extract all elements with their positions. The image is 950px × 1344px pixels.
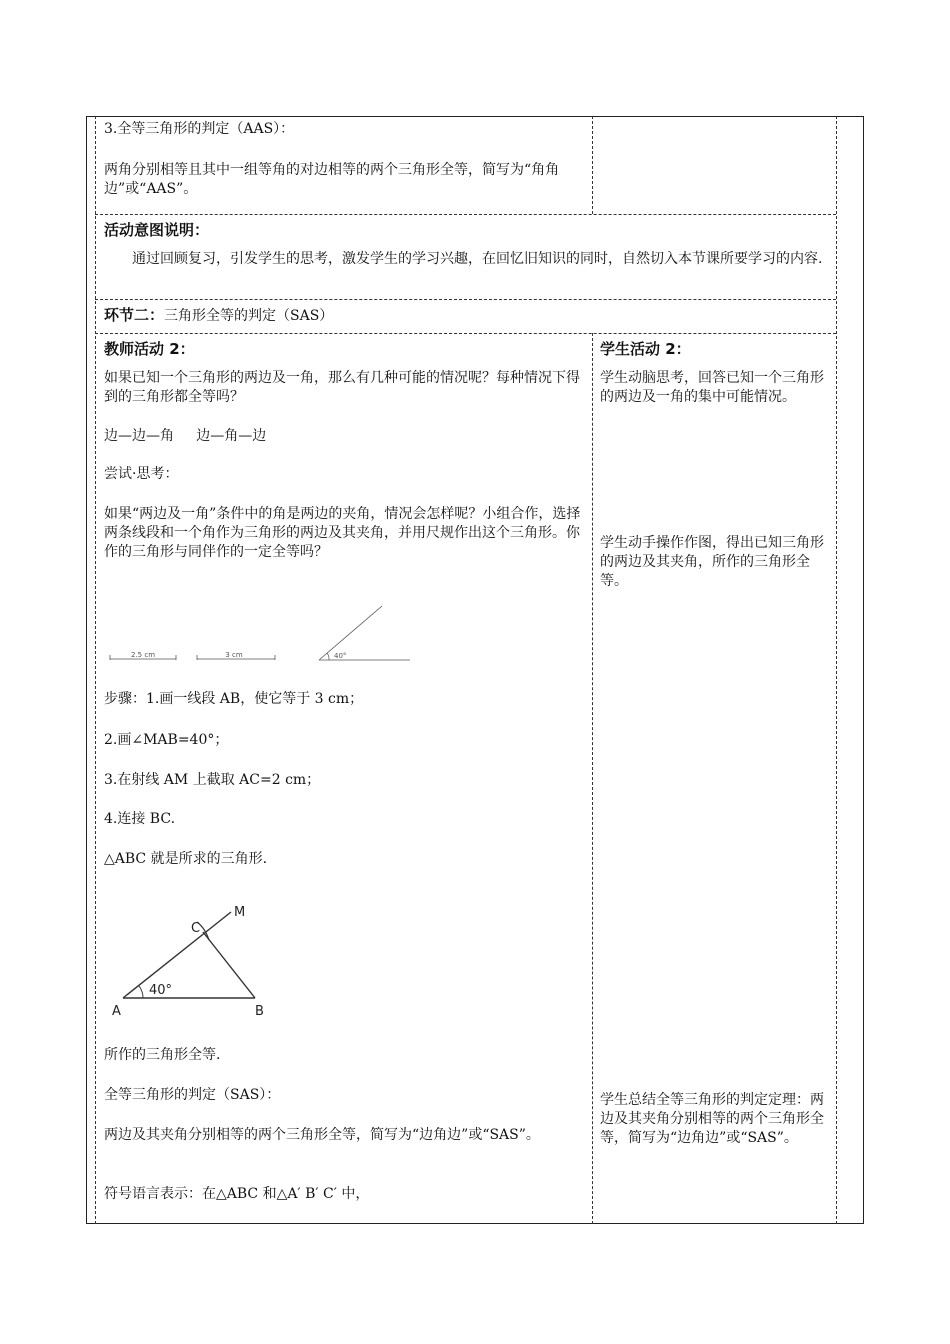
symbol-language: 符号语言表示：在△ABC 和△A′ B′ C′ 中， — [104, 1186, 370, 1202]
col-divider-middle — [592, 116, 593, 214]
sas-theorem-title: 全等三角形的判定（SAS）： — [104, 1087, 281, 1103]
triangle-angle-label: 40° — [149, 983, 173, 998]
vertex-c-label: C — [191, 921, 201, 936]
student-answer-2: 学生动手操作作图，得出已知三角形的两边及其夹角，所作的三角形全等。 — [600, 535, 824, 589]
vertex-a-label: A — [112, 1004, 121, 1019]
aas-title: 3.全等三角形的判定（AAS）： — [104, 121, 295, 137]
ray-m-label: M — [234, 905, 246, 920]
triangle-abc-figure — [105, 898, 280, 1023]
student-answer-3: 学生总结全等三角形的判定定理：两边及其夹角分别相等的两个三角形全等，简写为“边角边”或“SAS”。 — [600, 1092, 824, 1146]
given-elements-figure — [100, 600, 420, 670]
student-heading: 学生活动 2： — [600, 340, 691, 358]
stage-label: 环节二： — [104, 306, 165, 324]
teacher-question-2: 如果“两边及一角”条件中的角是两边的夹角，情况会怎样呢？小组合作，选择两条线段和一个角作为三角形的两边及其夹角，并用尺规作出这个三角形。你作的三角形与同伴作的一定全等吗？ — [104, 506, 581, 560]
sas-theorem-body: 两边及其夹角分别相等的两个三角形全等，简写为“边角边”或“SAS”。 — [104, 1127, 540, 1143]
construction-result: △ABC 就是所求的三角形. — [104, 851, 268, 867]
teacher-conclusion: 所作的三角形全等. — [104, 1047, 221, 1063]
segment-2-5cm-label: 2.5 cm — [130, 651, 156, 659]
teacher-cases: 边—边—角 边—角—边 — [104, 428, 267, 444]
aas-body: 两角分别相等且其中一组等角的对边相等的两个三角形全等，简写为“角角边”或“AAS”。 — [104, 162, 560, 197]
angle-40-label: 40° — [334, 652, 347, 660]
triangle-abc — [123, 912, 255, 998]
col-divider-left — [95, 116, 96, 1224]
row-divider-2 — [95, 299, 836, 300]
step-3: 3.在射线 AM 上截取 AC=2 cm； — [104, 772, 321, 788]
intent-body: 通过回顾复习，引发学生的思考，激发学生的学习兴趣，在回忆旧知识的同时，自然切入本节课所要学习的内容. — [132, 251, 823, 267]
teacher-try: 尝试·思考： — [104, 466, 179, 482]
vertex-b-label: B — [255, 1004, 264, 1019]
stage-heading — [104, 305, 333, 326]
intent-heading: 活动意图说明： — [104, 221, 210, 239]
student-answer-1: 学生动脑思考，回答已知一个三角形的两边及一角的集中可能情况。 — [600, 370, 824, 405]
teacher-question-1: 如果已知一个三角形的两边及一角，那么有几种可能的情况呢？每种情况下得到的三角形都全等吗？ — [104, 370, 580, 405]
row-divider-1 — [95, 214, 836, 215]
teacher-heading: 教师活动 2： — [104, 340, 195, 358]
row-divider-3 — [95, 333, 836, 334]
segment-3cm-label: 3 cm — [225, 651, 243, 659]
col-divider-right — [836, 116, 837, 1224]
step-2: 2.画∠MAB=40°； — [104, 732, 229, 748]
col-divider-middle-lower — [592, 333, 593, 1224]
stage-title: 三角形全等的判定（SAS） — [164, 308, 334, 324]
step-4: 4.连接 BC. — [104, 811, 176, 827]
angle-40-drawing — [319, 606, 410, 660]
step-1: 步骤：1.画一线段 AB，使它等于 3 cm； — [104, 691, 364, 707]
